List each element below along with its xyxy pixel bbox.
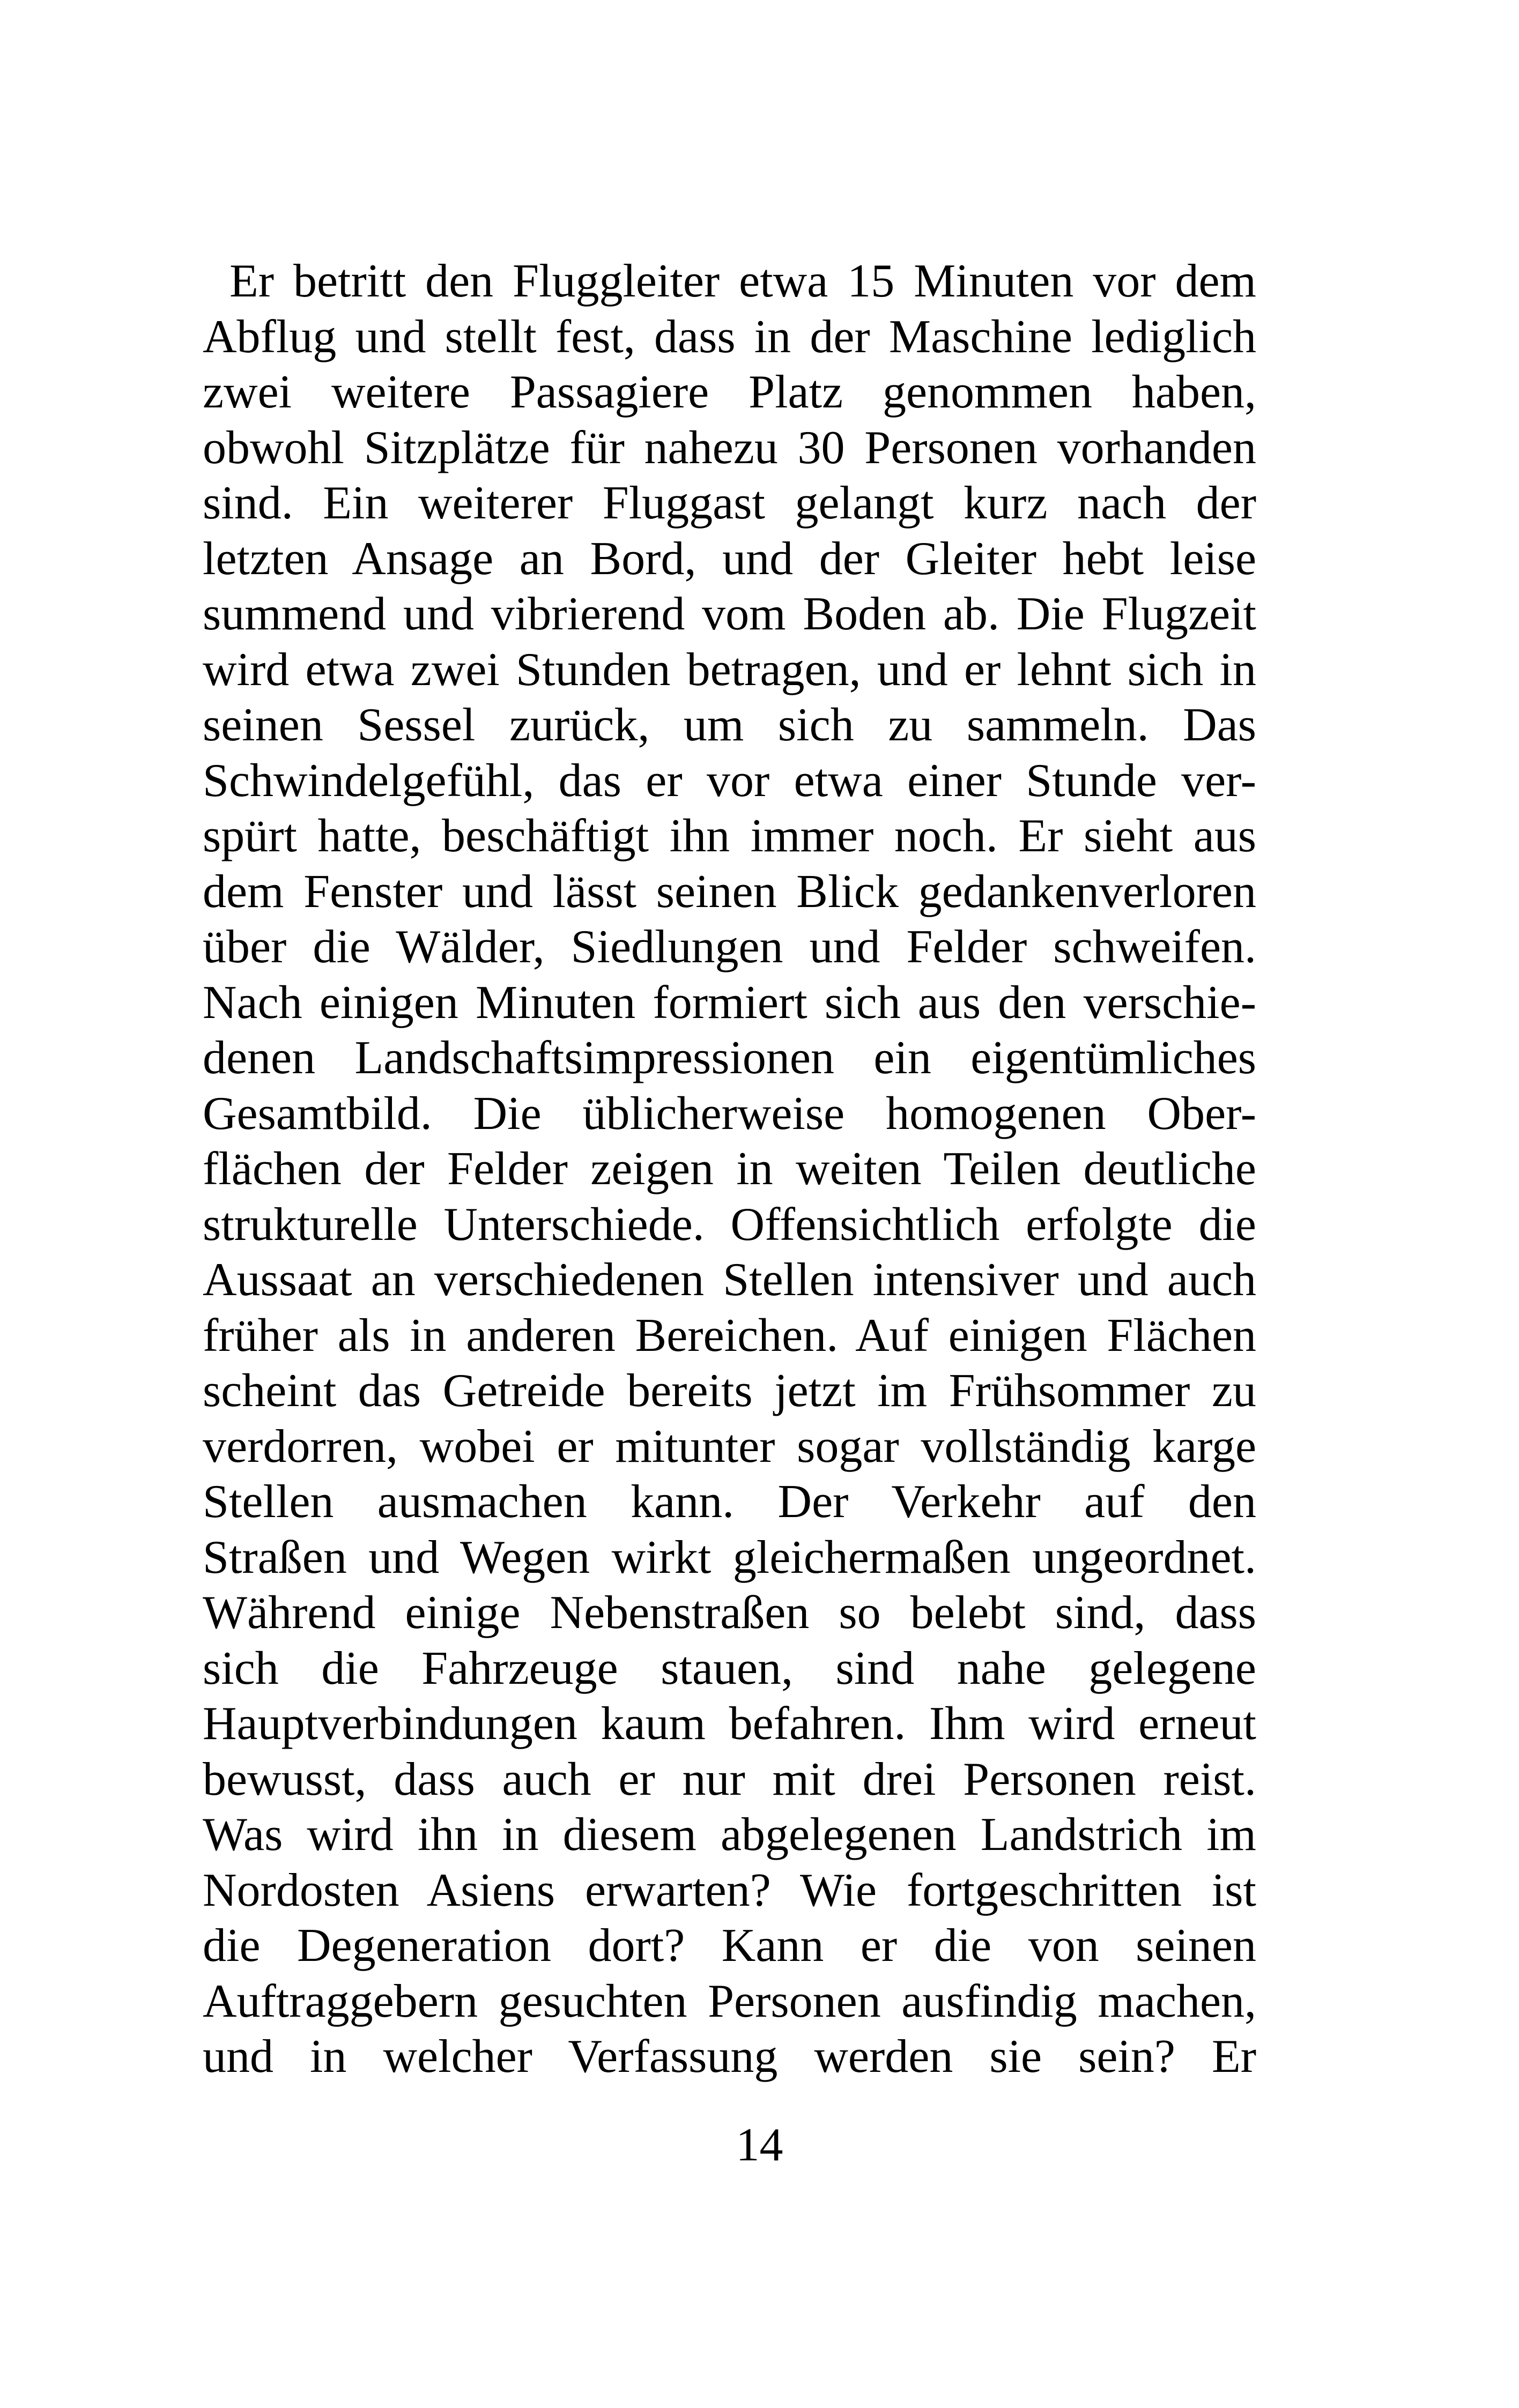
text-line: sich die Fahrzeuge stauen, sind nahe gelegene: [203, 1642, 1256, 1694]
text-line: summend und vibrierend vom Boden ab. Die Flugzeit: [203, 588, 1256, 640]
text-line: Schwindelgefühl, das er vor etwa einer Stunde ver-: [203, 754, 1256, 807]
text-line: die Degeneration dort? Kann er die von seinen: [203, 1920, 1256, 1972]
body-text: [203, 254, 1256, 2085]
text-line: Hauptverbindungen kaum befahren. Ihm wird erneut: [203, 1698, 1256, 1750]
text-line: Aussaat an verschiedenen Stellen intensiver und auch: [203, 1254, 1256, 1306]
text-line: Abflug und stellt fest, dass in der Maschine lediglich: [203, 310, 1256, 363]
text-line: letzten Ansage an Bord, und der Gleiter hebt leise: [203, 532, 1256, 585]
text-line: strukturelle Unterschiede. Offensichtlich erfolgte die: [203, 1198, 1256, 1251]
text-line: spürt hatte, beschäftigt ihn immer noch. Er sieht aus: [203, 810, 1256, 862]
text-line: zwei weitere Passagiere Platz genommen haben,: [203, 366, 1256, 418]
text-line: verdorren, wobei er mitunter sogar vollständig karge: [203, 1420, 1256, 1473]
text-line: seinen Sessel zurück, um sich zu sammeln. Das: [203, 699, 1256, 751]
text-line: Während einige Nebenstraßen so belebt sind, dass: [203, 1587, 1256, 1639]
text-line: obwohl Sitzplätze für nahezu 30 Personen vorhanden: [203, 421, 1256, 474]
text-line: bewusst, dass auch er nur mit drei Personen reist.: [203, 1753, 1256, 1805]
text-line: Er betritt den Fluggleiter etwa 15 Minuten vor dem: [229, 255, 1256, 307]
text-line: Was wird ihn in diesem abgelegenen Landstrich im: [203, 1809, 1256, 1861]
text-line: Nordosten Asiens erwarten? Wie fortgeschritten ist: [203, 1864, 1256, 1916]
text-line: Auftraggebern gesuchten Personen ausfindig machen,: [203, 1975, 1256, 2027]
text-line: und in welcher Verfassung werden sie sein? Er: [203, 2031, 1256, 2083]
text-line: scheint das Getreide bereits jetzt im Frühsommer zu: [203, 1365, 1256, 1417]
text-line: denen Landschaftsimpressionen ein eigentümliches: [203, 1032, 1256, 1084]
text-line: über die Wälder, Siedlungen und Felder schweifen.: [203, 921, 1256, 973]
text-line: früher als in anderen Bereichen. Auf einigen Flächen: [203, 1309, 1256, 1362]
text-line: flächen der Felder zeigen in weiten Teilen deutliche: [203, 1143, 1256, 1195]
page-number: 14: [736, 2119, 783, 2171]
text-line: Nach einigen Minuten formiert sich aus den verschie-: [203, 976, 1256, 1029]
text-line: dem Fenster und lässt seinen Blick gedankenverloren: [203, 865, 1256, 918]
text-line: Gesamtbild. Die üblicherweise homogenen Ober-: [203, 1087, 1256, 1140]
text-line: sind. Ein weiterer Fluggast gelangt kurz nach der: [203, 477, 1256, 529]
text-line: Straßen und Wegen wirkt gleichermaßen ungeordnet.: [203, 1531, 1256, 1584]
text-line: wird etwa zwei Stunden betragen, und er lehnt sich in: [203, 643, 1256, 696]
text-line: Stellen ausmachen kann. Der Verkehr auf den: [203, 1476, 1256, 1528]
